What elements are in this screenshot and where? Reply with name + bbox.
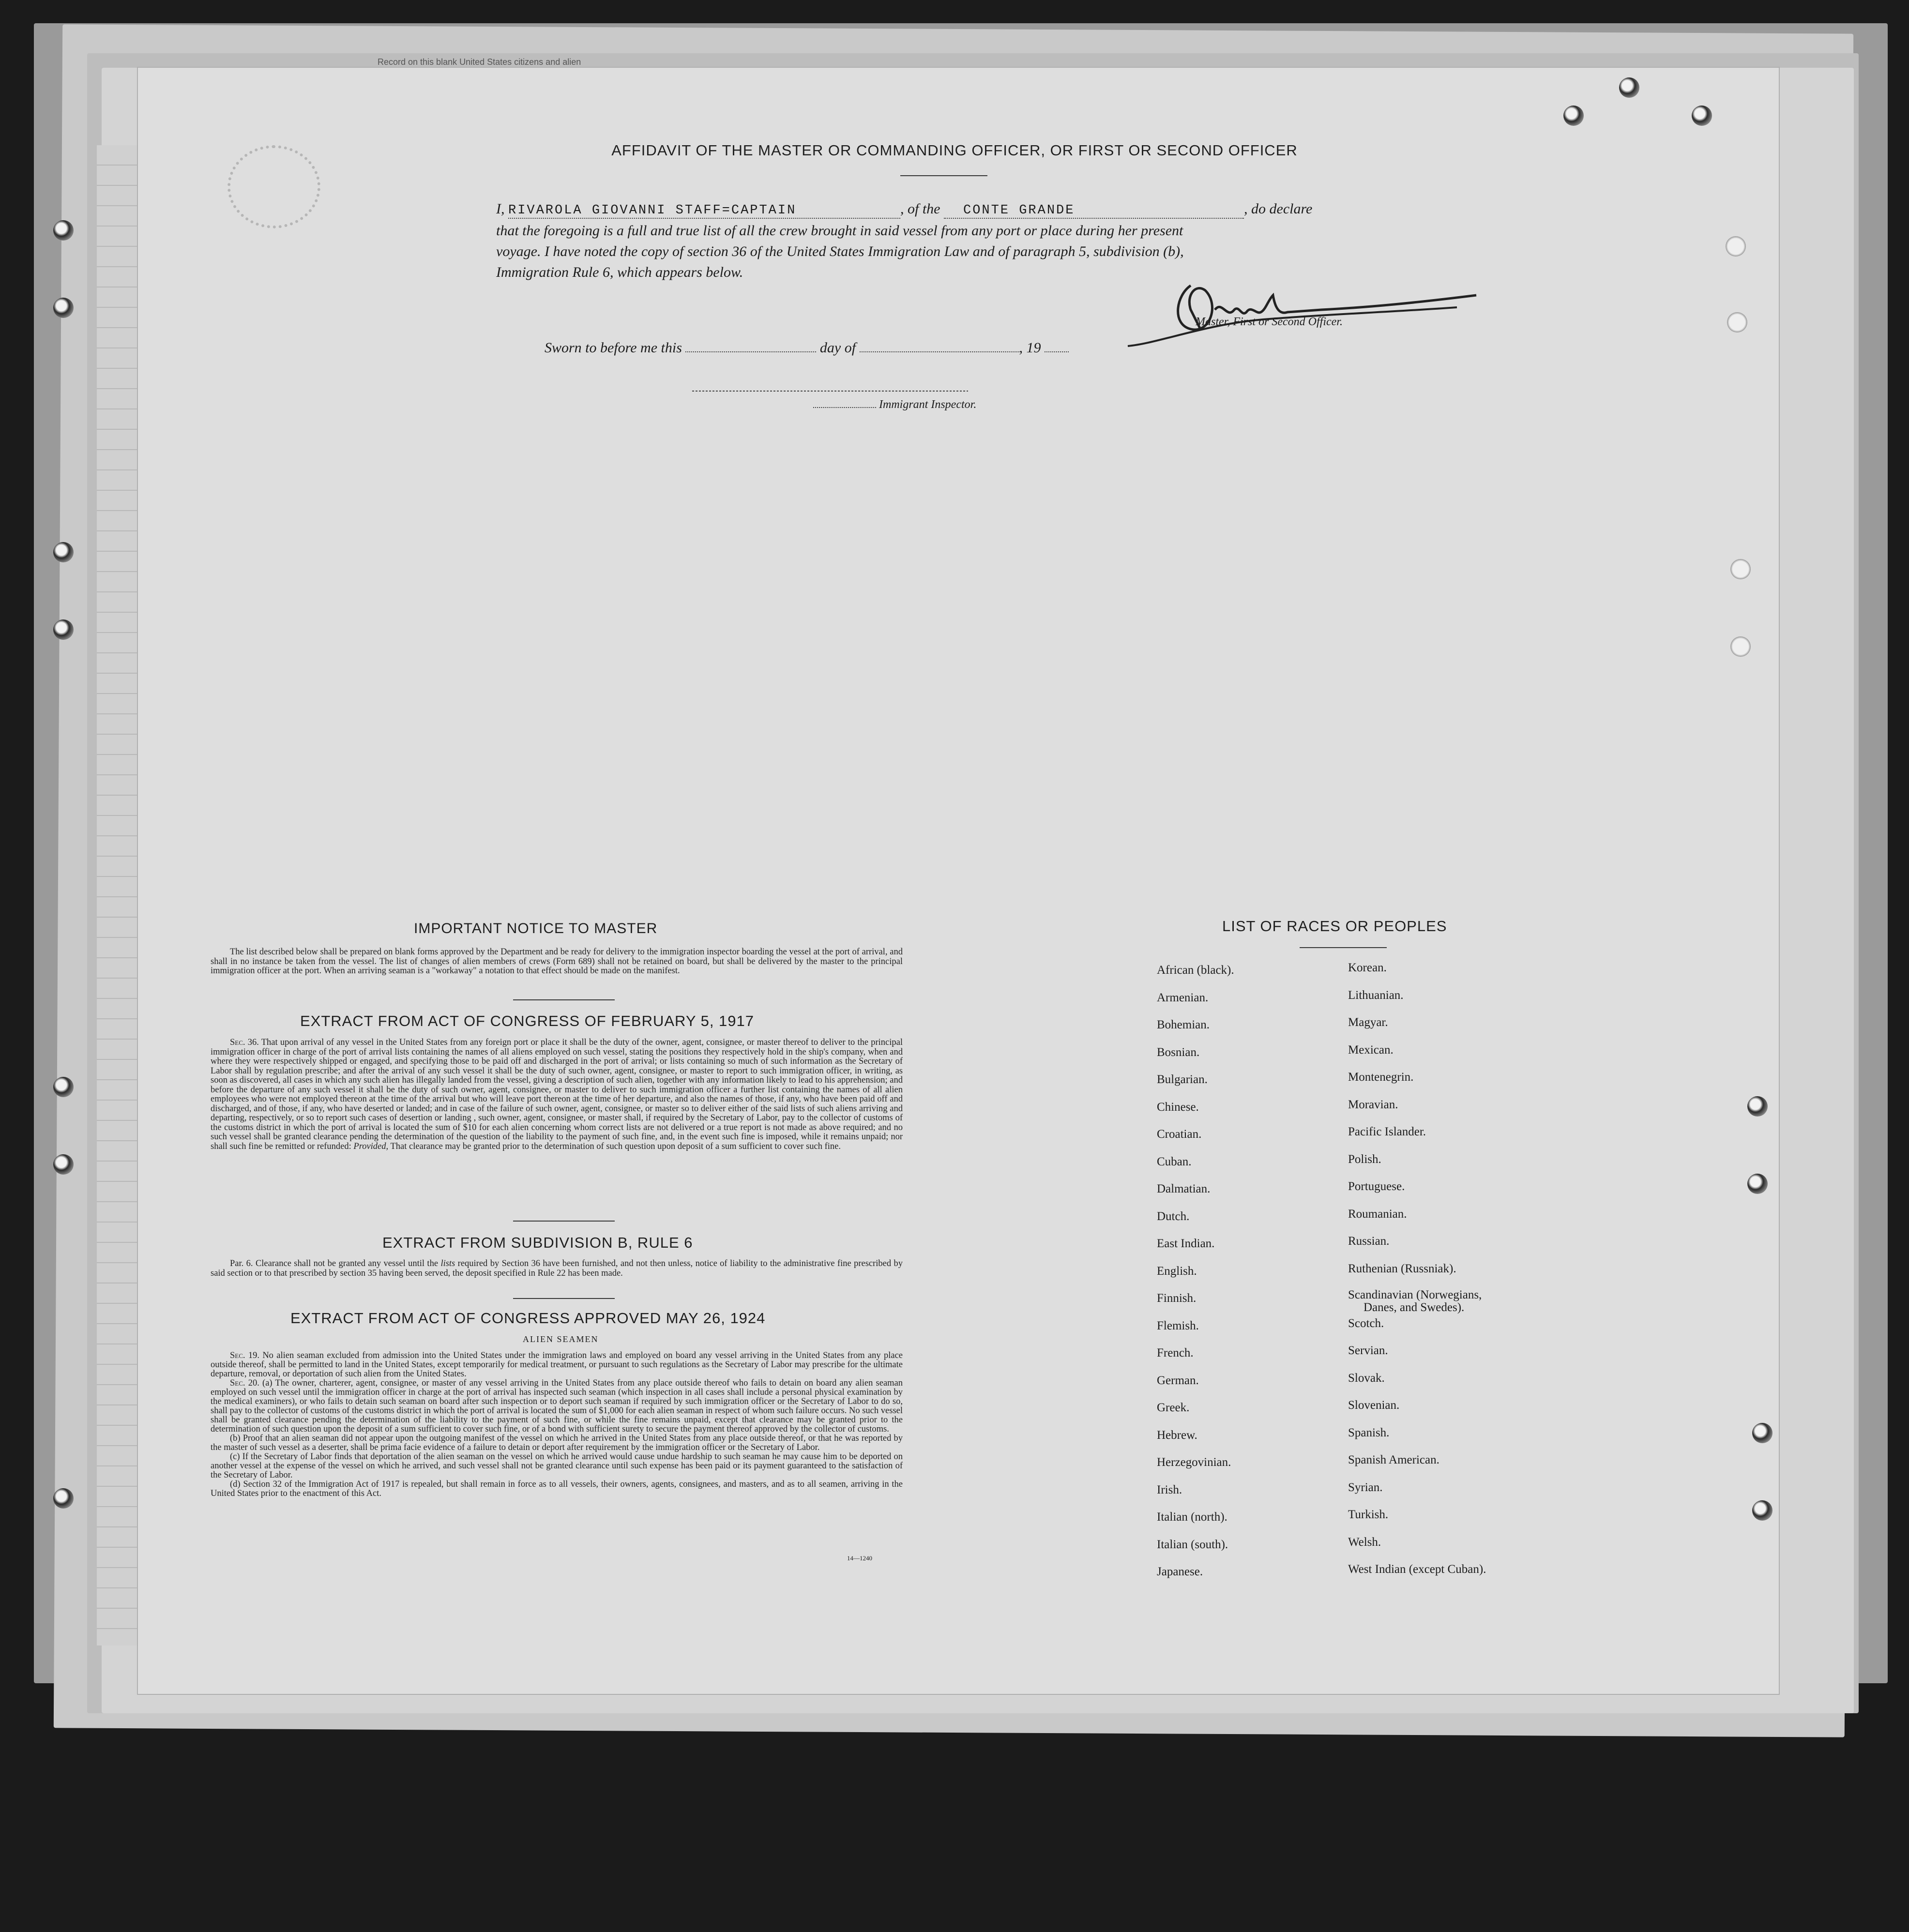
punch-hole-icon — [1747, 1174, 1768, 1194]
notice-text: The list described below shall be prepared on blank forms approved by the Department and be ready for delivery to the immigration inspector boarding the vessel at the port of arrival, and shall in no instance be taken from the vessel. The list of changes of alien members of crews (Form 689) shall not be retained on board, but shall be delivered by the master to the principal immigration officer at the port. When an arriving seaman is a "workaway" a notation to that effect should be made on the manifest. — [211, 947, 903, 976]
list-item: African (black). — [1157, 964, 1234, 977]
list-item: Portuguese. — [1348, 1180, 1405, 1193]
list-item: Slovenian. — [1348, 1399, 1400, 1412]
notice-title: IMPORTANT NOTICE TO MASTER — [414, 921, 658, 936]
list-item: Mexican. — [1348, 1043, 1394, 1057]
list-item: Bulgarian. — [1157, 1073, 1208, 1086]
alien-seamen-subtitle: ALIEN SEAMEN — [523, 1334, 599, 1344]
list-item: Bosnian. — [1157, 1045, 1200, 1059]
list-item: Scotch. — [1348, 1316, 1384, 1330]
list-item: Polish. — [1348, 1152, 1381, 1166]
list-item: Scandinavian (Norwegians, Danes, and Swedes). — [1348, 1288, 1482, 1314]
races-column-1 — [1157, 963, 1234, 1592]
list-item: Chinese. — [1157, 1100, 1199, 1114]
list-item: Welsh. — [1348, 1535, 1381, 1549]
races-column-2 — [1348, 961, 1486, 1590]
punch-hole-icon — [1747, 1096, 1768, 1117]
list-item: Finnish. — [1157, 1292, 1197, 1305]
affidavit-line-4: Immigration Rule 6, which appears below. — [496, 264, 743, 280]
extract-rule6-text: Par. 6. Clearance shall not be granted any vessel until the lists required by Section 36 have been furnished, and not then unless, notice of liability to the administrative fine prescribed by said section or to that prescribed by section 35 having been served, the deposit specified in Rule 22 has been made. — [211, 1259, 903, 1278]
extract-1924-text: Sec. 19. No alien seaman excluded from admission into the United States under the immigration laws and employed on board any vessel arriving in the United States from any place outside thereof, shall be permitted to land in the United States, except temporarily for medical treatment, or pursuant to such regulations as the Secretary of Labor may prescribe for the ultimate departure, removal, or deportation of such alien from the United States. Sec. 20. (a) The owner, charterer, agent, consignee, or master of any vessel arriving in the United States from any place outside thereof who fails to detain on board any alien seaman employed on such vessel until the immigration officer in charge at the port of arrival has inspected such seaman (which inspection in all cases shall include a personal physical examination by the medical examiners), or who fails to detain such seaman on board after such inspection or to deport such seaman if required by such immigration officer or the Secretary of Labor to do so, shall pay to the collector of customs of the customs district in which the port of arrival is located the sum of $1,000 for each alien seaman in respect of whom such failure occurs. No such vessel shall be granted clearance pending the determination of the liability to the payment of such fine, or while the fine remains unpaid, except that clearance may be granted prior to the determination of such question upon the deposit of a sum sufficient to cover such fine, or of a bond with sufficient surety to secure the payment thereof approved by the collector of customs. (b) Proof that an alien seaman did not appear upon the outgoing manifest of the vessel on which he arrived in the United States from any place outside thereof, or that he was reported by the master of such vessel as a deserter, shall be prima facie evidence of a failure to detain or deport after requirement by the immigration officer or the Secretary of Labor. (c) If the Secretary of Labor finds that deportation of the alien seaman on the vessel on which he arrived would cause undue hardship to such seaman he may cause him to be deported on another vessel at the expense of the vessel on which he arrived, and such vessel shall not be granted clearance until such expense has been paid or its payment guaranteed to the satisfaction of the Secretary of Labor. (d) Section 32 of the Immigration Act of 1917 is repealed, but shall remain in force as to all vessels, their owners, agents, consignees, and masters, and as to all seamen, arriving in the United States prior to the enactment of this Act. — [211, 1351, 903, 1498]
punch-hole-icon — [1752, 1500, 1773, 1521]
officer-name-field: RIVAROLA GIOVANNI STAFF=CAPTAIN — [508, 203, 797, 218]
list-item: Irish. — [1157, 1483, 1182, 1496]
extract-1924-title: EXTRACT FROM ACT OF CONGRESS APPROVED MAY 26, 1924 — [290, 1310, 766, 1327]
list-item: Italian (north). — [1157, 1510, 1227, 1524]
punch-hole-icon — [1726, 236, 1746, 257]
races-title: LIST OF RACES OR PEOPLES — [1222, 918, 1447, 935]
list-item: German. — [1157, 1374, 1199, 1387]
punch-hole-icon — [1563, 106, 1584, 126]
sworn-day-field[interactable] — [685, 351, 816, 352]
list-item: Flemish. — [1157, 1319, 1199, 1332]
punch-hole-icon — [53, 619, 74, 640]
punch-hole-icon — [53, 1488, 74, 1509]
list-item: Servian. — [1348, 1344, 1388, 1357]
punch-hole-icon — [53, 1077, 74, 1097]
list-item: Spanish American. — [1348, 1453, 1439, 1466]
list-item: Lithuanian. — [1348, 988, 1404, 1002]
list-item: Croatian. — [1157, 1128, 1202, 1141]
section-rule — [513, 1221, 615, 1222]
vessel-name-field: CONTE GRANDE — [963, 203, 1075, 218]
section-rule — [513, 1298, 615, 1299]
punch-hole-icon — [1730, 636, 1751, 657]
list-item: Italian (south). — [1157, 1538, 1228, 1551]
title-rule — [1300, 947, 1387, 948]
list-item: Greek. — [1157, 1401, 1190, 1414]
punch-hole-icon — [1619, 77, 1639, 98]
punch-hole-icon — [1692, 106, 1712, 126]
list-item: Pacific Islander. — [1348, 1125, 1426, 1138]
list-item: Magyar. — [1348, 1016, 1388, 1029]
list-item: Turkish. — [1348, 1508, 1389, 1521]
list-item: Dalmatian. — [1157, 1182, 1211, 1195]
sworn-month-field[interactable] — [860, 351, 1019, 352]
sworn-line: Sworn to before me this day of , 19 — [545, 340, 1069, 356]
signature-image — [1118, 266, 1486, 353]
list-item: Japanese. — [1157, 1565, 1203, 1578]
list-item: West Indian (except Cuban). — [1348, 1563, 1486, 1576]
list-item: Cuban. — [1157, 1155, 1192, 1168]
list-item: Slovak. — [1348, 1371, 1385, 1385]
list-item: Russian. — [1348, 1235, 1390, 1248]
affidavit-line-1: I, RIVAROLA GIOVANNI STAFF=CAPTAIN , of the CONTE GRANDE , do declare — [496, 201, 1313, 218]
header-strip: Record on this blank United States citizens and alien — [378, 57, 581, 67]
sworn-year-field[interactable] — [1045, 351, 1069, 352]
form-number: 14—1240 — [847, 1555, 872, 1562]
list-item: East Indian. — [1157, 1237, 1215, 1250]
list-item: Ruthenian (Russniak). — [1348, 1262, 1456, 1275]
list-item: Moravian. — [1348, 1098, 1398, 1111]
section-rule — [513, 999, 615, 1000]
extract-rule6-title: EXTRACT FROM SUBDIVISION B, RULE 6 — [382, 1234, 693, 1251]
signature-caption: Master, First or Second Officer. — [1196, 316, 1343, 328]
list-item: Roumanian. — [1348, 1207, 1407, 1221]
punch-hole-icon — [53, 1154, 74, 1175]
inspector-caption: Immigrant Inspector. — [813, 398, 976, 411]
punch-hole-icon — [1752, 1423, 1773, 1443]
list-item: Korean. — [1348, 961, 1387, 974]
list-item: Spanish. — [1348, 1426, 1390, 1439]
list-item: English. — [1157, 1264, 1197, 1278]
list-item: Armenian. — [1157, 991, 1209, 1004]
affidavit-line-3: voyage. I have noted the copy of section 36 of the United States Immigration Law and of paragraph 5, subdivision (b), — [496, 243, 1184, 259]
title-rule — [900, 175, 987, 176]
affidavit-line-2: that the foregoing is a full and true list of all the crew brought in said vessel from any port or place during her present — [496, 223, 1183, 239]
list-item: Dutch. — [1157, 1209, 1190, 1223]
punch-hole-icon — [53, 220, 74, 241]
affidavit-title: AFFIDAVIT OF THE MASTER OR COMMANDING OFFICER, OR FIRST OR SECOND OFFICER — [611, 142, 1298, 159]
list-item: Herzegovinian. — [1157, 1456, 1231, 1469]
list-item: Hebrew. — [1157, 1428, 1197, 1442]
punch-hole-icon — [1727, 312, 1747, 332]
punch-hole-icon — [53, 542, 74, 562]
list-item: Montenegrin. — [1348, 1071, 1414, 1084]
list-item: Syrian. — [1348, 1480, 1383, 1494]
inspector-signature-line — [692, 391, 968, 392]
extract-1917-title: EXTRACT FROM ACT OF CONGRESS OF FEBRUARY 5, 1917 — [300, 1012, 755, 1029]
list-item: French. — [1157, 1346, 1194, 1359]
list-item: Bohemian. — [1157, 1018, 1210, 1031]
punch-hole-icon — [1730, 559, 1751, 579]
punch-hole-icon — [53, 298, 74, 318]
extract-1917-text: Sec. 36. That upon arrival of any vessel in the United States from any foreign port or place it shall be the duty of the owner, agent, consignee, or master thereof to deliver to the principal immigration officer in charge of the port of arrival lists containing the names of all aliens employed on such vessel, stating the positions they respectively hold in the ship's company, when and where they were respectively shipped or engaged, and specifying those to be paid off and discharged in the port of arrival; or lists containing so much of such information as the Secretary of Labor shall by regulation prescribe; and after the arrival of any such vessel it shall be the duty of such owner, agent, consignee, or master to report to such immigration officer, in writing, as soon as discovered, all cases in which any such alien has illegally landed from the vessel, giving a description of such alien, together with any information likely to lead to his apprehension; and before the departure of any such vessel it shall be the duty of such owner, agent, consignee, or master to deliver to such immigration officer a further list containing the names of all alien employees who were not employed thereon at the time of the arrival but who will leave port thereon at the time of her departure, and also the names of those, if any, who have been paid off and discharged, and of those, if any, who have deserted or landed; and in case of the failure of such owner, agent, consignee, or master so to deliver either of the said lists of such aliens arriving and departing, respectively, or so to report such cases of desertion or landing , such owner, agent, consignee, or master shall, if required by the Secretary of Labor, pay to the collector of customs of the customs district in which the port of arrival is located the sum of $10 for each alien concerning whom correct lists are not delivered or a true report is not made as above required; and no such vessel shall be granted clearance pending the determination of the question of the liability to the payment of such fine, and, in the event such fine is imposed, while it remains unpaid; nor shall such fine be remitted or refunded: Provided, That clearance may be granted prior to the determination of such question upon deposit of a sum sufficient to cover such fine. — [211, 1038, 903, 1151]
